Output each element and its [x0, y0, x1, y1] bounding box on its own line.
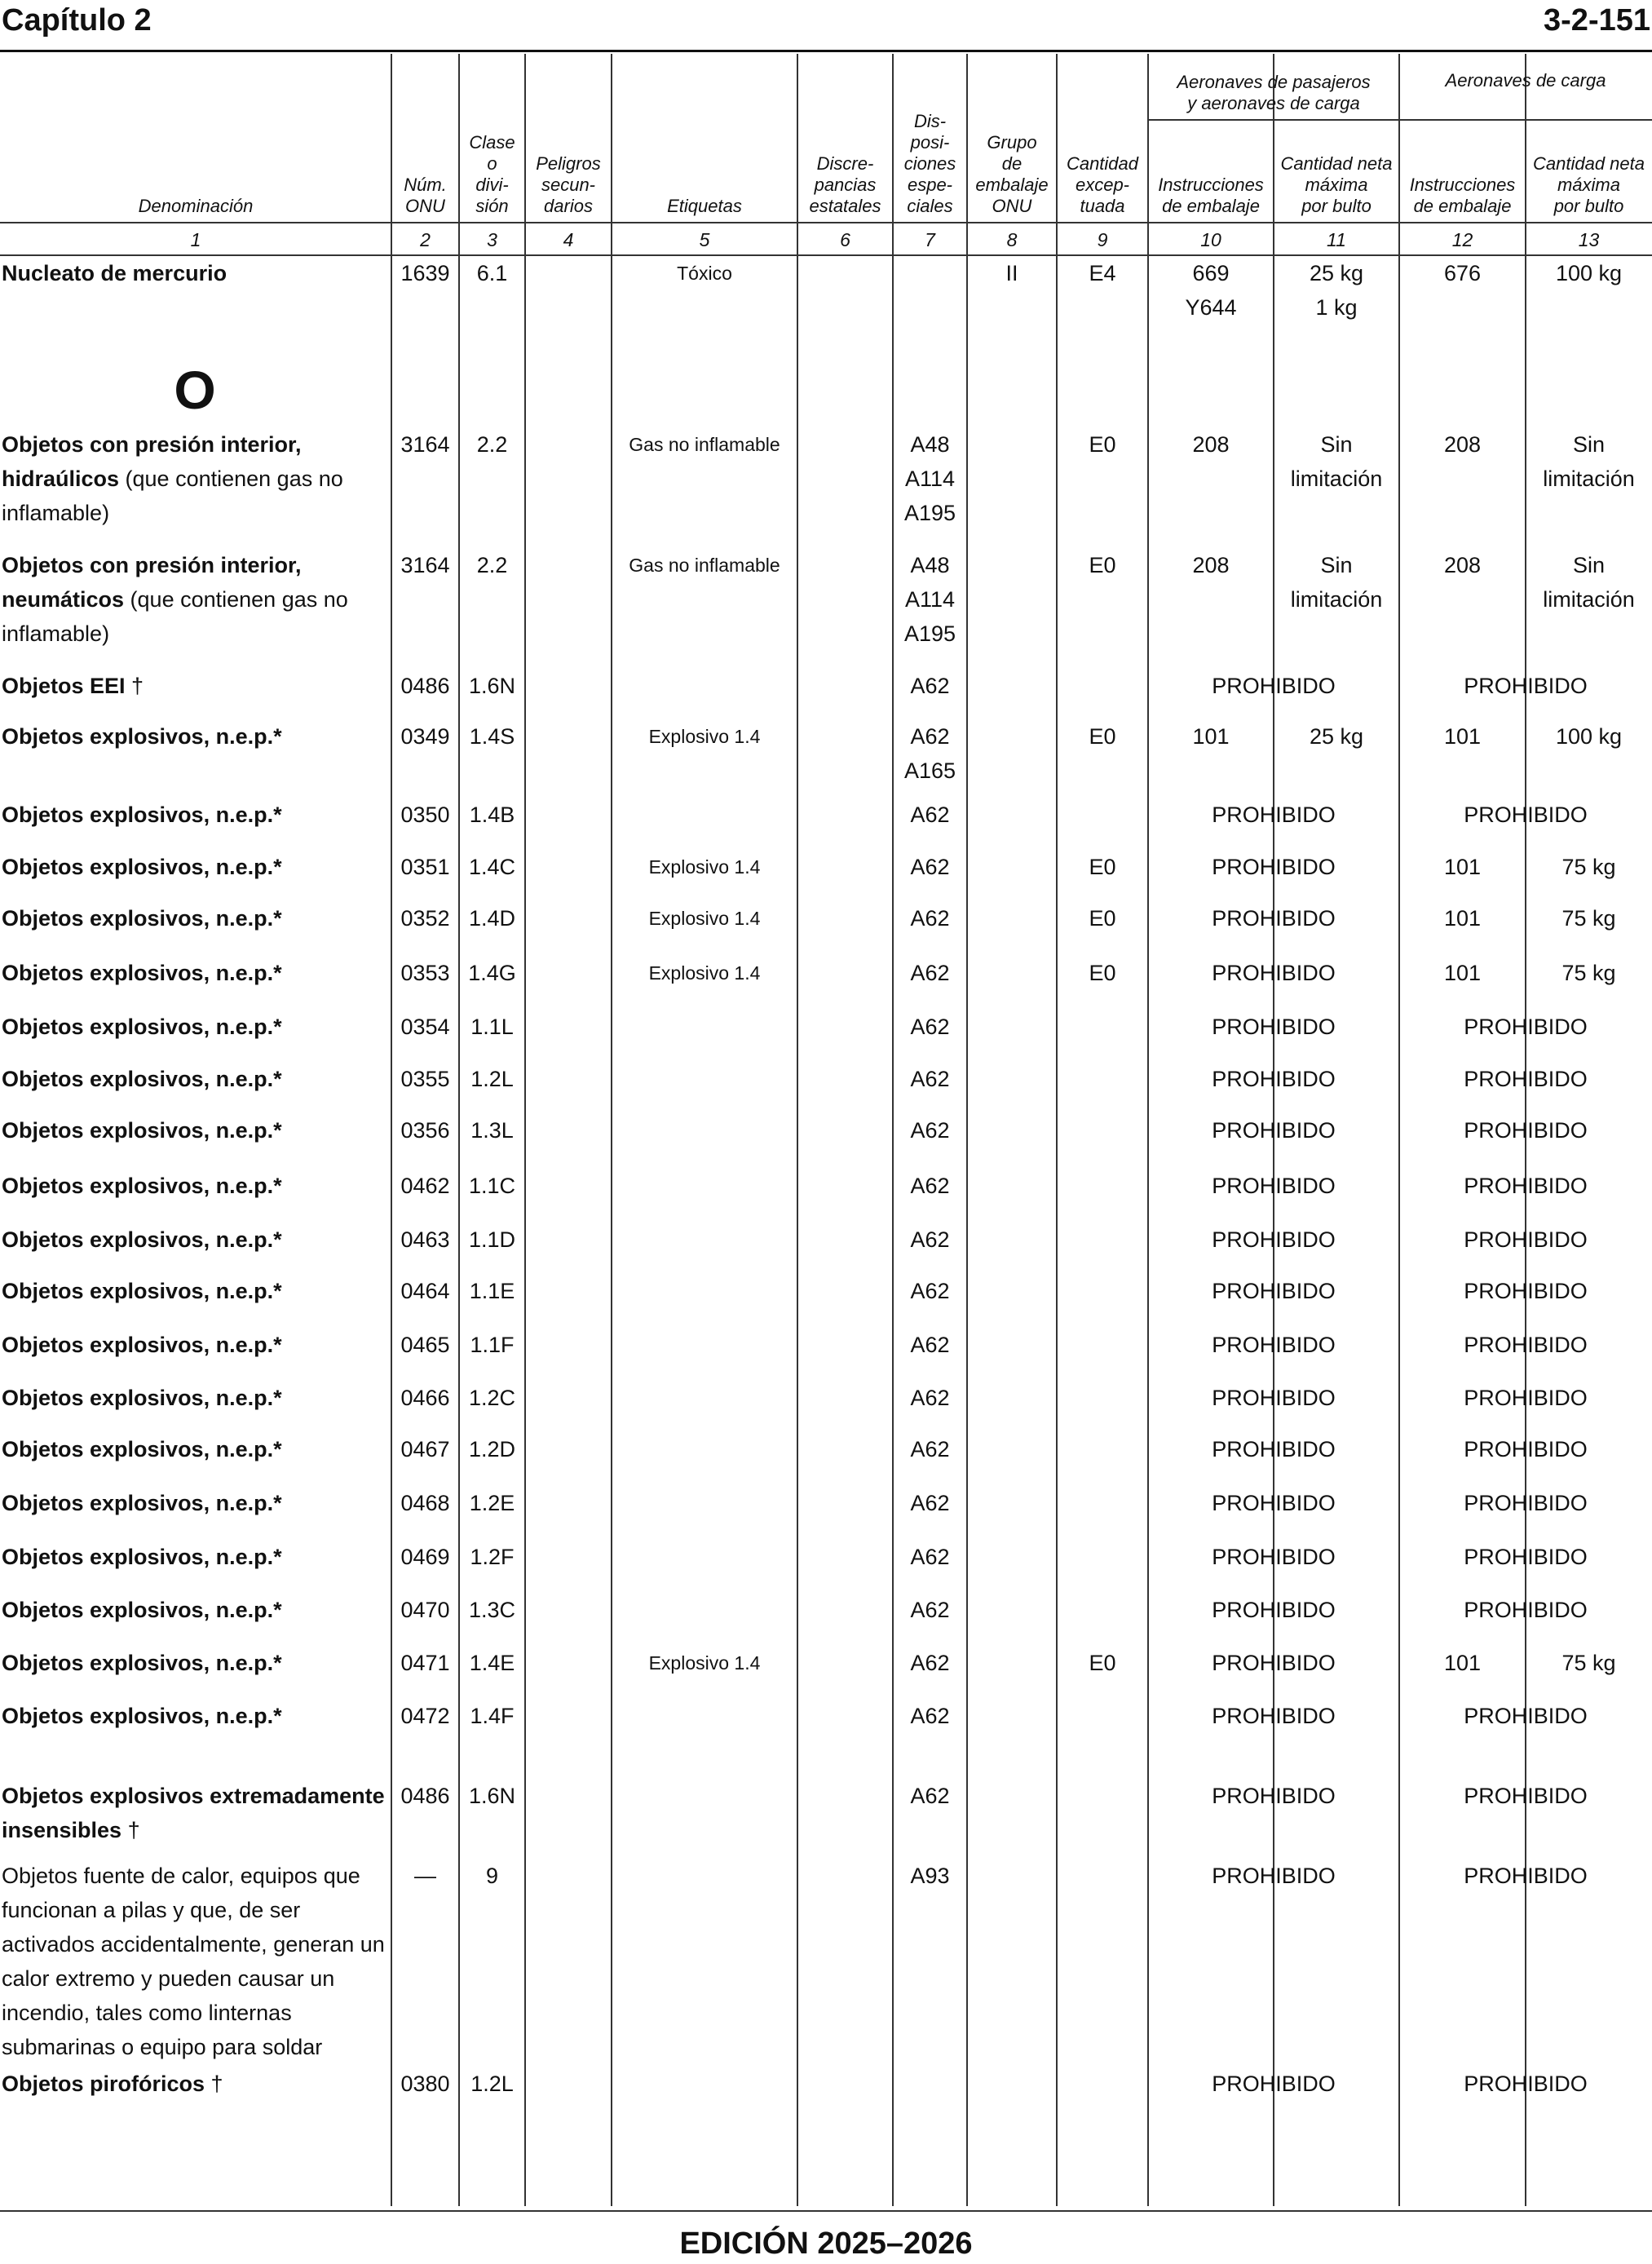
row-passenger-prohibited: PROHIBIDO — [1212, 1067, 1336, 1091]
row-un-number: 0471 — [400, 1651, 450, 1675]
row-passenger-prohibited: PROHIBIDO — [1212, 1437, 1336, 1461]
row-cargo-prohibited: PROHIBIDO — [1464, 1784, 1588, 1808]
row-cargo-prohibited: PROHIBIDO — [1464, 1227, 1588, 1252]
row-denomination: Objetos explosivos, n.e.p.* — [2, 1118, 282, 1143]
row-un-number: 0468 — [400, 1491, 450, 1515]
row-denomination: Objetos explosivos, n.e.p.* — [2, 1067, 282, 1091]
row-passenger-max-quantity: 25 kg — [1309, 724, 1364, 749]
row-un-number: 0355 — [400, 1067, 450, 1091]
row-un-number: — — [414, 1864, 436, 1888]
row-cargo-prohibited: PROHIBIDO — [1464, 1333, 1588, 1357]
row-special-provisions: A62 — [910, 674, 950, 698]
row-denomination: Objetos explosivos, n.e.p.* — [2, 724, 282, 749]
row-class: 1.1F — [470, 1333, 515, 1357]
row-passenger-prohibited: PROHIBIDO — [1212, 1227, 1336, 1252]
row-excepted-quantity: E0 — [1089, 855, 1116, 879]
row-cargo-prohibited: PROHIBIDO — [1464, 1067, 1588, 1091]
row-cargo-max-quantity: 75 kg — [1561, 906, 1616, 931]
row-denomination: Objetos explosivos, n.e.p.* — [2, 906, 282, 931]
column-separator — [611, 54, 612, 2206]
row-class: 1.4E — [469, 1651, 515, 1675]
row-cargo-max-quantity: 100 kg — [1555, 261, 1623, 285]
header-c5: Etiquetas — [667, 196, 742, 216]
row-passenger-prohibited: PROHIBIDO — [1212, 1279, 1336, 1303]
column-number: 4 — [563, 229, 574, 250]
row-label: Explosivo 1.4 — [648, 908, 761, 929]
row-class: 1.1C — [468, 1174, 516, 1198]
header-c3: Clase o divi- sión — [469, 132, 515, 216]
row-cargo-max-quantity: 100 kg — [1555, 724, 1623, 749]
row-excepted-quantity: E0 — [1089, 1651, 1116, 1675]
page-header — [0, 0, 1652, 52]
header-c2: Núm. ONU — [404, 175, 447, 216]
row-class: 1.2L — [470, 1067, 514, 1091]
header-c11: Cantidad neta máxima por bulto — [1280, 153, 1393, 216]
row-cargo-prohibited: PROHIBIDO — [1464, 803, 1588, 827]
row-special-provisions: A62 — [910, 1279, 950, 1303]
row-cargo-prohibited: PROHIBIDO — [1464, 1015, 1588, 1039]
header-group-passenger: Aeronaves de pasajeros y aeronaves de carga — [1177, 72, 1371, 113]
group-separator — [1148, 119, 1652, 121]
row-special-provisions: A62 — [910, 1545, 950, 1569]
row-un-number: 1639 — [400, 261, 450, 285]
row-passenger-prohibited: PROHIBIDO — [1212, 1651, 1336, 1675]
row-un-number: 0464 — [400, 1279, 450, 1303]
row-denomination: Objetos EEI † — [2, 674, 144, 698]
row-un-number: 0380 — [400, 2072, 450, 2096]
row-cargo-prohibited: PROHIBIDO — [1464, 1598, 1588, 1622]
row-un-number: 0486 — [400, 1784, 450, 1808]
column-number: 3 — [487, 229, 497, 250]
row-un-number: 0465 — [400, 1333, 450, 1357]
row-special-provisions: A62 — [910, 906, 950, 931]
row-excepted-quantity: E0 — [1089, 724, 1116, 749]
row-label: Gas no inflamable — [629, 434, 780, 455]
header-c9: Cantidad excep- tuada — [1066, 153, 1139, 216]
row-special-provisions: A62 — [910, 855, 950, 879]
row-cargo-prohibited: PROHIBIDO — [1464, 1386, 1588, 1410]
row-excepted-quantity: E0 — [1089, 961, 1116, 985]
header-c8: Grupo de embalaje ONU — [975, 132, 1049, 216]
row-denomination: Objetos pirofóricos † — [2, 2072, 223, 2096]
row-denomination: Objetos explosivos, n.e.p.* — [2, 1174, 282, 1198]
row-cargo-prohibited: PROHIBIDO — [1464, 1118, 1588, 1143]
row-passenger-prohibited: PROHIBIDO — [1212, 1545, 1336, 1569]
header-c10: Instrucciones de embalaje — [1158, 175, 1264, 216]
row-un-number: 0463 — [400, 1227, 450, 1252]
row-class: 1.6N — [468, 674, 516, 698]
row-cargo-packing-instruction: 208 — [1443, 432, 1482, 457]
row-class: 1.1D — [468, 1227, 516, 1252]
row-passenger-prohibited: PROHIBIDO — [1212, 1864, 1336, 1888]
row-class: 1.4D — [468, 906, 516, 931]
row-special-provisions: A62 — [910, 1227, 950, 1252]
row-passenger-prohibited: PROHIBIDO — [1212, 803, 1336, 827]
row-special-provisions: A93 — [910, 1864, 950, 1888]
row-denomination: Objetos explosivos, n.e.p.* — [2, 803, 282, 827]
row-passenger-max-quantity: Sin limitación — [1290, 553, 1383, 612]
row-class: 1.3L — [470, 1118, 514, 1143]
row-passenger-prohibited: PROHIBIDO — [1212, 1784, 1336, 1808]
row-class: 1.2E — [469, 1491, 515, 1515]
edition-label: EDICIÓN 2025–2026 — [679, 2226, 973, 2261]
row-cargo-prohibited: PROHIBIDO — [1464, 1491, 1588, 1515]
row-un-number: 0470 — [400, 1598, 450, 1622]
column-number: 2 — [420, 229, 431, 250]
chapter-title: Capítulo 2 — [2, 3, 152, 38]
column-number: 1 — [190, 229, 201, 250]
row-cargo-prohibited: PROHIBIDO — [1464, 2072, 1588, 2096]
row-special-provisions: A62 — [910, 1491, 950, 1515]
row-packing-group: II — [1005, 261, 1018, 285]
row-passenger-prohibited: PROHIBIDO — [1212, 1598, 1336, 1622]
column-separator — [1056, 54, 1058, 2206]
row-special-provisions: A62 — [910, 1015, 950, 1039]
row-denomination: Objetos explosivos, n.e.p.* — [2, 855, 282, 879]
row-un-number: 0469 — [400, 1545, 450, 1569]
row-special-provisions: A62 A165 — [903, 724, 956, 783]
row-class: 9 — [485, 1864, 499, 1888]
row-cargo-prohibited: PROHIBIDO — [1464, 1864, 1588, 1888]
row-denomination: Objetos explosivos extremadamente insensibles † — [2, 1784, 385, 1842]
row-cargo-packing-instruction: 101 — [1443, 724, 1482, 749]
row-passenger-packing-instruction: 208 — [1192, 432, 1230, 457]
row-un-number: 0354 — [400, 1015, 450, 1039]
header-c13: Cantidad neta máxima por bulto — [1533, 153, 1645, 216]
column-separator — [797, 54, 798, 2206]
row-cargo-packing-instruction: 676 — [1443, 261, 1482, 285]
row-excepted-quantity: E0 — [1089, 553, 1116, 577]
row-label: Explosivo 1.4 — [648, 726, 761, 747]
row-excepted-quantity: E4 — [1089, 261, 1116, 285]
header-c1: Denominación — [138, 196, 254, 216]
section-letter: O — [174, 360, 216, 420]
row-label: Gas no inflamable — [629, 555, 780, 576]
row-class: 1.2C — [468, 1386, 516, 1410]
row-special-provisions: A48 A114 A195 — [903, 432, 956, 525]
row-class: 6.1 — [476, 261, 508, 285]
row-cargo-max-quantity: 75 kg — [1561, 855, 1616, 879]
row-denomination: Objetos fuente de calor, equipos que funcionan a pilas y que, de ser activados accidentalmente, generan un calor extremo y pueden causar un incendio, tales como linternas submarinas o equipo para soldar — [2, 1864, 385, 2059]
row-denomination: Objetos explosivos, n.e.p.* — [2, 1015, 282, 1039]
row-un-number: 0467 — [400, 1437, 450, 1461]
row-denomination: Objetos explosivos, n.e.p.* — [2, 1491, 282, 1515]
row-special-provisions: A62 — [910, 1437, 950, 1461]
column-number: 6 — [840, 229, 850, 250]
row-un-number: 0486 — [400, 674, 450, 698]
row-class: 1.4C — [468, 855, 516, 879]
row-passenger-prohibited: PROHIBIDO — [1212, 855, 1336, 879]
column-number: 8 — [1006, 229, 1018, 250]
row-cargo-prohibited: PROHIBIDO — [1464, 1174, 1588, 1198]
row-denomination: Objetos explosivos, n.e.p.* — [2, 1279, 282, 1303]
row-passenger-prohibited: PROHIBIDO — [1212, 1174, 1336, 1198]
row-excepted-quantity: E0 — [1089, 906, 1116, 931]
row-un-number: 0472 — [400, 1704, 450, 1728]
row-denomination: Objetos con presión interior, hidraúlicos (que contienen gas no inflamable) — [2, 432, 343, 525]
row-un-number: 0353 — [400, 961, 450, 985]
row-passenger-prohibited: PROHIBIDO — [1212, 1015, 1336, 1039]
row-denomination: Objetos explosivos, n.e.p.* — [2, 1598, 282, 1622]
row-class: 1.1L — [470, 1015, 514, 1039]
row-denomination: Objetos explosivos, n.e.p.* — [2, 1227, 282, 1252]
row-denomination: Nucleato de mercurio — [2, 261, 227, 285]
header-c7: Dis- posi- ciones espe- ciales — [903, 111, 956, 216]
header-c4: Peligros secun- darios — [536, 153, 601, 216]
row-passenger-max-quantity: Sin limitación — [1290, 432, 1383, 491]
row-class: 1.6N — [468, 1784, 516, 1808]
row-special-provisions: A62 — [910, 1386, 950, 1410]
row-cargo-max-quantity: Sin limitación — [1543, 432, 1635, 491]
row-denomination: Objetos explosivos, n.e.p.* — [2, 1545, 282, 1569]
row-un-number: 0349 — [400, 724, 450, 749]
row-passenger-prohibited: PROHIBIDO — [1212, 961, 1336, 985]
row-class: 1.4F — [470, 1704, 515, 1728]
row-cargo-packing-instruction: 208 — [1443, 553, 1482, 577]
row-cargo-max-quantity: 75 kg — [1561, 1651, 1616, 1675]
row-passenger-prohibited: PROHIBIDO — [1212, 2072, 1336, 2096]
page-number: 3-2-151 — [1544, 3, 1650, 38]
row-class: 1.4G — [468, 961, 516, 985]
row-label: Explosivo 1.4 — [648, 856, 761, 878]
row-label: Tóxico — [677, 263, 732, 284]
row-un-number: 0350 — [400, 803, 450, 827]
row-denomination: Objetos explosivos, n.e.p.* — [2, 1386, 282, 1410]
header-separator — [0, 222, 1652, 223]
row-un-number: 0356 — [400, 1118, 450, 1143]
row-cargo-prohibited: PROHIBIDO — [1464, 1279, 1588, 1303]
row-passenger-prohibited: PROHIBIDO — [1212, 1704, 1336, 1728]
row-cargo-prohibited: PROHIBIDO — [1464, 1704, 1588, 1728]
row-special-provisions: A62 — [910, 1784, 950, 1808]
header-group-cargo: Aeronaves de carga — [1445, 70, 1606, 91]
row-class: 1.2L — [470, 2072, 514, 2096]
row-class: 1.2F — [470, 1545, 515, 1569]
column-number: 13 — [1578, 229, 1600, 250]
row-un-number: 0352 — [400, 906, 450, 931]
row-class: 2.2 — [476, 432, 508, 457]
row-un-number: 3164 — [400, 432, 450, 457]
row-passenger-prohibited: PROHIBIDO — [1212, 1333, 1336, 1357]
column-number: 7 — [925, 229, 935, 250]
row-un-number: 0351 — [400, 855, 450, 879]
row-special-provisions: A62 — [910, 1598, 950, 1622]
row-passenger-prohibited: PROHIBIDO — [1212, 674, 1336, 698]
row-special-provisions: A62 — [910, 1651, 950, 1675]
header-c6: Discre- pancias estatales — [809, 153, 881, 216]
row-special-provisions: A62 — [910, 1333, 950, 1357]
row-cargo-packing-instruction: 101 — [1443, 961, 1482, 985]
row-denomination: Objetos con presión interior, neumáticos (que contienen gas no inflamable) — [2, 553, 348, 646]
column-number: 10 — [1200, 229, 1221, 250]
row-denomination: Objetos explosivos, n.e.p.* — [2, 1704, 282, 1728]
row-denomination: Objetos explosivos, n.e.p.* — [2, 961, 282, 985]
row-special-provisions: A62 — [910, 961, 950, 985]
row-special-provisions: A62 — [910, 1067, 950, 1091]
column-number: 5 — [699, 229, 710, 250]
row-class: 1.4B — [469, 803, 515, 827]
row-denomination: Objetos explosivos, n.e.p.* — [2, 1333, 282, 1357]
page-footer — [0, 2210, 1652, 2261]
row-denomination: Objetos explosivos, n.e.p.* — [2, 1437, 282, 1461]
row-special-provisions: A62 — [910, 1174, 950, 1198]
row-excepted-quantity: E0 — [1089, 432, 1116, 457]
row-special-provisions: A48 A114 A195 — [903, 553, 956, 646]
row-label: Explosivo 1.4 — [648, 962, 761, 984]
row-passenger-prohibited: PROHIBIDO — [1212, 1118, 1336, 1143]
row-passenger-packing-instruction: 669 Y644 — [1185, 261, 1237, 320]
row-special-provisions: A62 — [910, 1704, 950, 1728]
row-cargo-packing-instruction: 101 — [1443, 906, 1482, 931]
row-special-provisions: A62 — [910, 803, 950, 827]
row-cargo-prohibited: PROHIBIDO — [1464, 1545, 1588, 1569]
row-cargo-packing-instruction: 101 — [1443, 855, 1482, 879]
row-cargo-prohibited: PROHIBIDO — [1464, 1437, 1588, 1461]
row-cargo-max-quantity: 75 kg — [1561, 961, 1616, 985]
row-cargo-packing-instruction: 101 — [1443, 1651, 1482, 1675]
row-passenger-packing-instruction: 208 — [1192, 553, 1230, 577]
row-un-number: 0466 — [400, 1386, 450, 1410]
column-number: 11 — [1327, 229, 1346, 250]
row-cargo-max-quantity: Sin limitación — [1543, 553, 1635, 612]
row-passenger-max-quantity: 25 kg 1 kg — [1309, 261, 1364, 320]
header-c12: Instrucciones de embalaje — [1409, 175, 1516, 216]
row-class: 1.2D — [468, 1437, 516, 1461]
row-passenger-prohibited: PROHIBIDO — [1212, 1386, 1336, 1410]
row-class: 1.1E — [469, 1279, 515, 1303]
row-denomination: Objetos explosivos, n.e.p.* — [2, 1651, 282, 1675]
row-passenger-prohibited: PROHIBIDO — [1212, 1491, 1336, 1515]
row-label: Explosivo 1.4 — [648, 1652, 761, 1674]
row-un-number: 0462 — [400, 1174, 450, 1198]
column-number: 9 — [1097, 229, 1108, 250]
row-un-number: 3164 — [400, 553, 450, 577]
row-class: 2.2 — [476, 553, 508, 577]
column-number: 12 — [1451, 229, 1473, 250]
row-passenger-packing-instruction: 101 — [1192, 724, 1230, 749]
row-class: 1.4S — [469, 724, 515, 749]
row-passenger-prohibited: PROHIBIDO — [1212, 906, 1336, 931]
row-cargo-prohibited: PROHIBIDO — [1464, 674, 1588, 698]
row-special-provisions: A62 — [910, 1118, 950, 1143]
row-class: 1.3C — [468, 1598, 516, 1622]
